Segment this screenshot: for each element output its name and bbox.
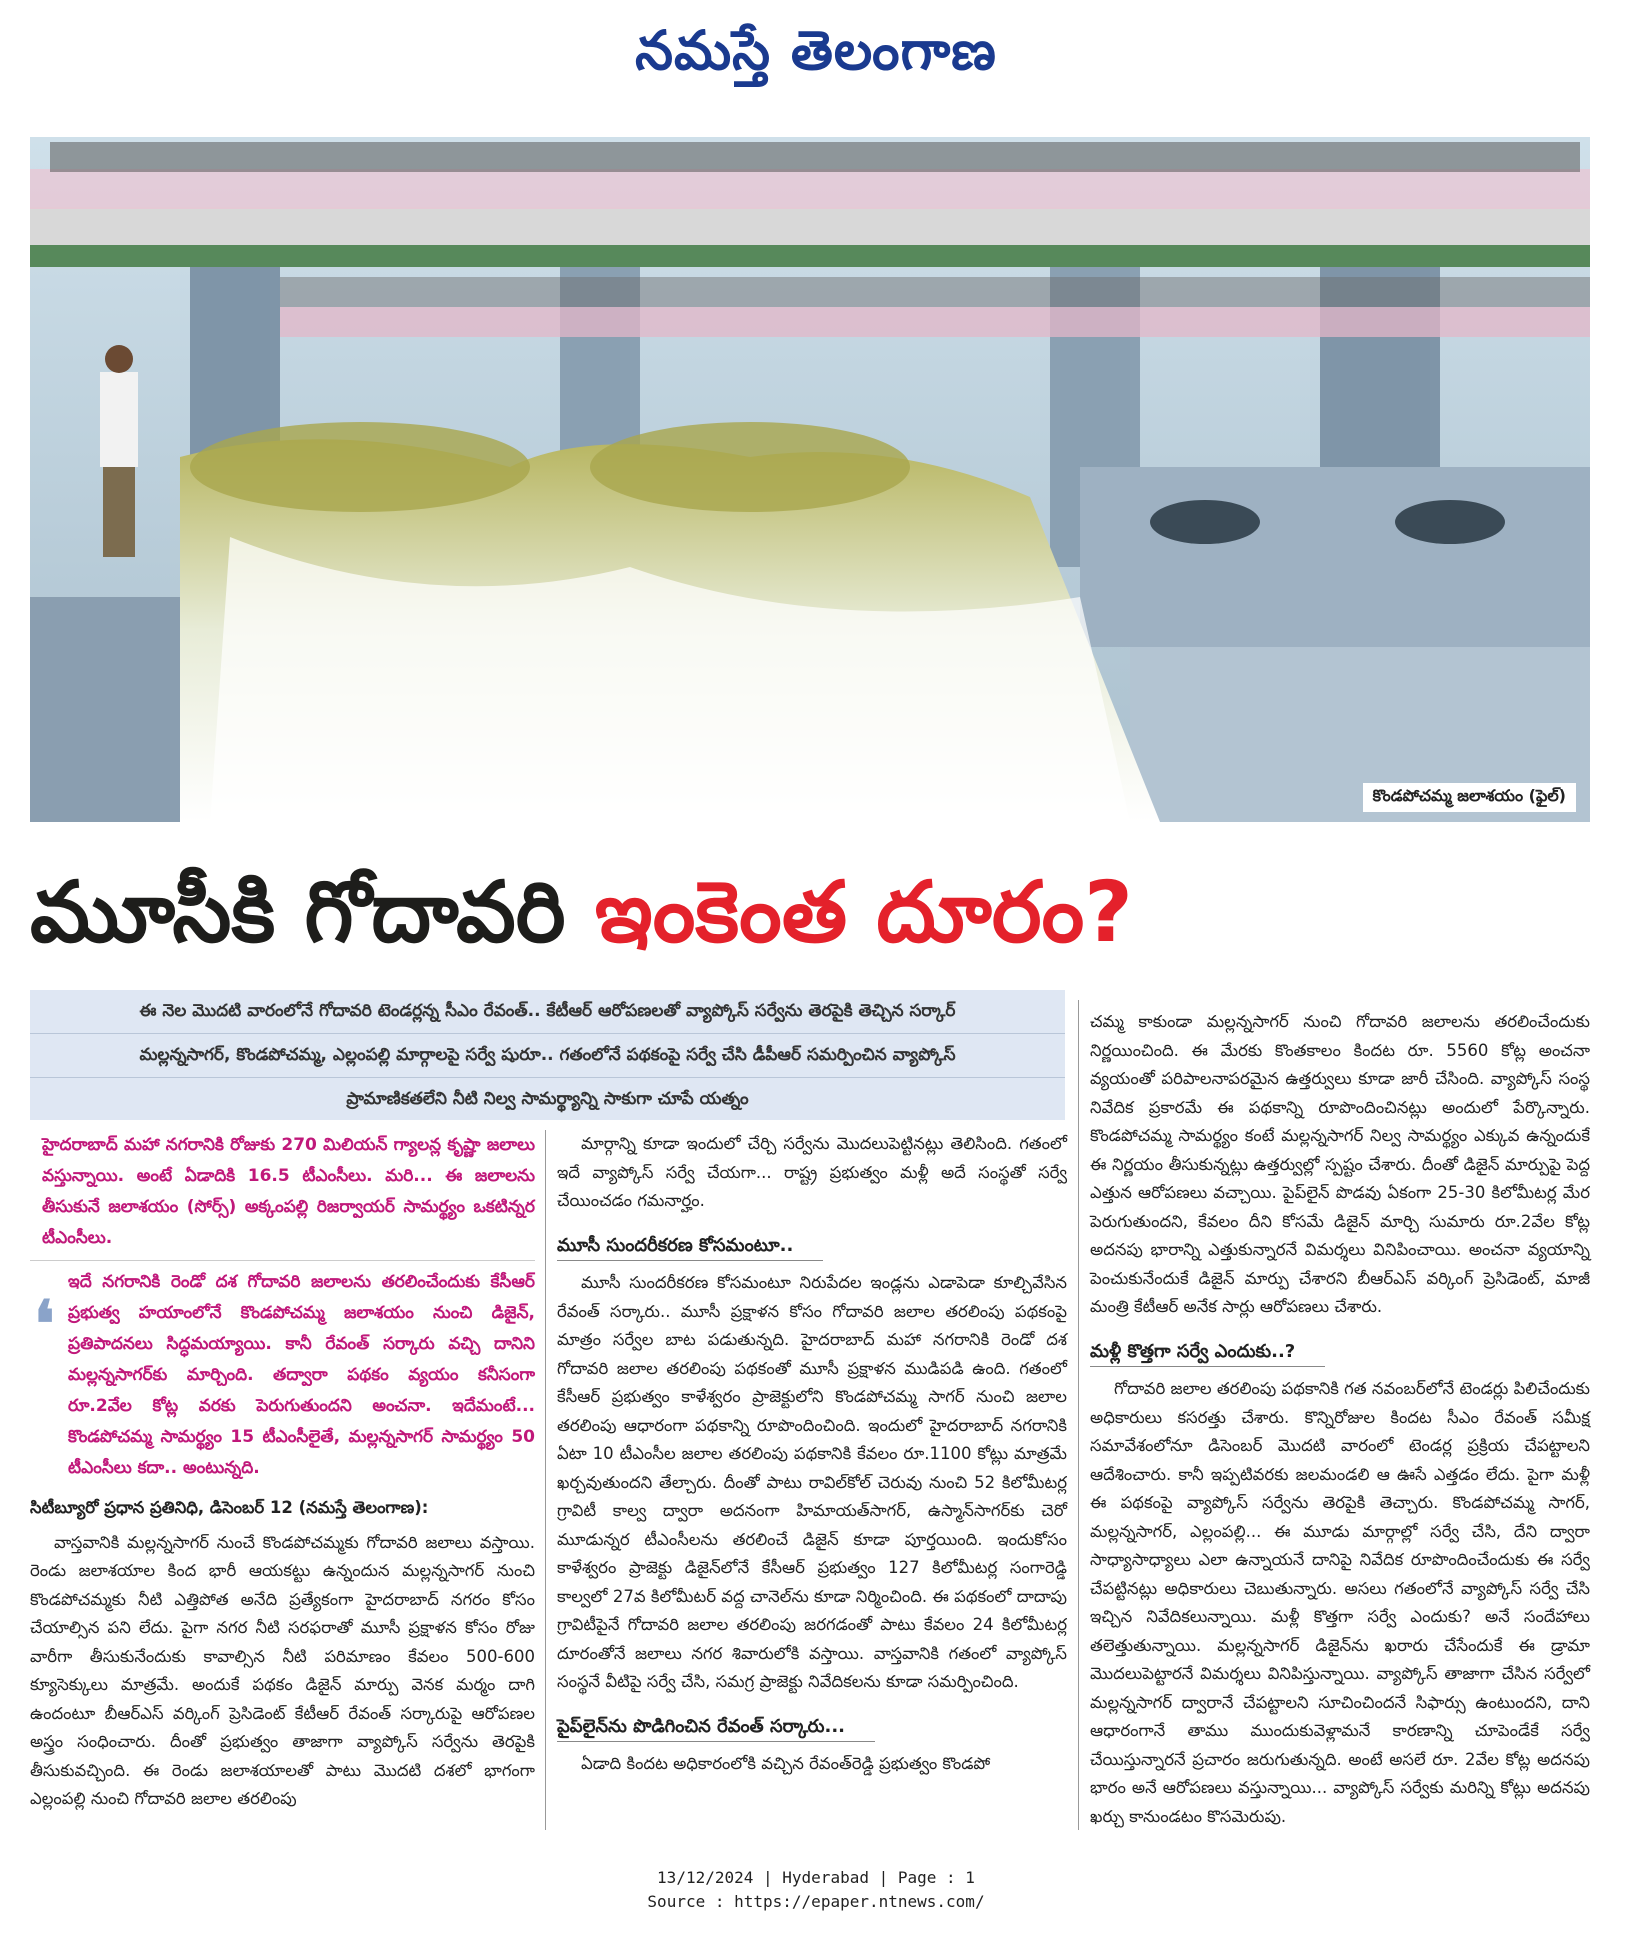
headline-part2: ఇంకెంత దూరం? bbox=[594, 863, 1133, 961]
footer-source: Source : https://epaper.ntnews.com/ bbox=[647, 1892, 985, 1911]
deck-line-2: మల్లన్నసాగర్, కొండపోచమ్మ, ఎల్లంపల్లి మార్గాలపై సర్వే షురూ.. గతంలోనే పథకంపై సర్వే చేసి డీపీఆర్ సమర్పించిన వ్యాప్కోస్ bbox=[30, 1034, 1065, 1078]
column-2 bbox=[557, 1130, 1067, 1785]
column-3 bbox=[1090, 1008, 1590, 1837]
column-1 bbox=[30, 1130, 535, 1820]
dam-photo bbox=[30, 137, 1590, 822]
deck-line-3: ప్రామాణికతలేని నీటి నిల్వ సామర్థ్యాన్ని సాకుగా చూపే యత్నం bbox=[346, 1089, 749, 1109]
pull-quote bbox=[30, 1260, 535, 1484]
body-paragraph: చమ్మ కాకుండా మల్లన్నసాగర్ నుంచి గోదావరి జలాలను తరలించేందుకు నిర్ణయించింది. ఈ మేరకు కొంతకాలం కిందట రూ. 5560 కోట్ల అంచనా వ్యయంతో పరిపాలనాపరమైన ఉత్తర్వులు కూడా జారీ చేసింది. వ్యాప్కోస్ సంస్థ నివేదిక ప్రకారమే ఈ పథకాన్ని రూపొందించినట్లు అందులో పేర్కొన్నారు. కొండపోచమ్మ సామర్థ్యం కంటే మల్లన్నసాగర్ నిల్వ సామర్థ్యం ఎక్కువ ఉన్నందుకే ఈ నిర్ణయం తీసుకున్నట్లు ఉత్తర్వుల్లో స్పష్టం చేశారు. దీంతో డిజైన్ మార్పుపై పెద్ద ఎత్తున ఆరోపణలు వచ్చాయి. పైప్‌లైన్ పొడవు ఏకంగా 25-30 కిలోమీటర్ల మేర పెరుగుతుందని, కేవలం దీని కోసమే డిజైన్ మార్చి సుమారు రూ.2వేల కోట్ల అదనపు భారాన్ని ఎత్తుకున్నారనే విమర్శలు వినిపించాయి. అంచనా వ్యయాన్ని పెంచుకునేందుకే డిజైన్ మార్పు చేశారని బీఆర్ఎస్ వర్కింగ్ ప్రెసిడెంట్, మాజీ మంత్రి కేటీఆర్ అనేక సార్లు ఆరోపణలు చేశారు. bbox=[1090, 1012, 1590, 1316]
pull-quote-text: ఇదే నగరానికి రెండో దశ గోదావరి జలాలను తరలించేందుకు కేసీఆర్ ప్రభుత్వ హయాంలోనే కొండపోచమ్మ జలాశయం నుంచి డిజైన్, ప్రతిపాదనలు సిద్ధమయ్యాయి. కానీ రేవంత్ సర్కారు వచ్చి దానిని మల్లన్నసాగర్‌కు మార్చింది. తద్వారా పథకం వ్యయం కనీసంగా రూ.2వేల కోట్ల వరకు పెరుగుతుందని అంచనా. ఇదేమంటే... కొండపోచమ్మ సామర్థ్యం 15 టీఎంసీలైతే, మల్లన్నసాగర్ సామర్థ్యం 50 టీఎంసీలు కదా.. అంటున్నది. bbox=[68, 1272, 535, 1478]
body-paragraph: ఏడాది కిందట అధికారంలోకి వచ్చిన రేవంత్‌రెడ్డి ప్రభుత్వం కొండపో bbox=[581, 1754, 991, 1773]
intro-text: హైదరాబాద్ మహా నగరానికి రోజుకు 270 మిలియన్ గ్యాలన్ల కృష్ణా జలాలు వస్తున్నాయి. అంటే ఏడాదికి 16.5 టీఎంసీలు. మరి... ఈ జలాలను తీసుకునే జలాశయం (సోర్స్) అక్కంపల్లి రిజర్వాయర్ సామర్థ్యం ఒకటిన్నర టీఎంసీలు. bbox=[42, 1135, 535, 1248]
headline-part1: మూసీకి గోదావరి bbox=[30, 863, 595, 961]
subheading: మూసీ సుందరీకరణ కోసమంటూ.. bbox=[557, 1232, 823, 1262]
column-divider bbox=[545, 1130, 546, 1830]
quote-mark-icon: ❛ bbox=[34, 1287, 55, 1362]
photo-caption: కొండపోచమ్మ జలాశయం (ఫైల్) bbox=[1363, 783, 1576, 812]
body-paragraph: వాస్తవానికి మల్లన్నసాగర్ నుంచే కొండపోచమ్మకు గోదావరి జలాలు వస్తాయి. రెండు జలాశయాల కింద భారీ ఆయకట్టు ఉన్నందున మల్లన్నసాగర్ నుంచి కొండపోచమ్మకు నీటి ఎత్తిపోత అనేది ప్రత్యేకంగా హైదరాబాద్ నగరం కోసం చేయాల్సిన పని లేదు. పైగా నగర నీటి సరఫరాతో మూసీ ప్రక్షాళన కోసం రోజు వారీగా తీసుకునేందుకు కావాల్సిన నీటి పరిమాణం కేవలం 500-600 క్యూసెక్కులు మాత్రమే. అందుకే పథకం డిజైన్ మార్పు వెనక మర్మం దాగి ఉందంటూ బీఆర్ఎస్ వర్కింగ్ ప్రెసిడెంట్ కేటీఆర్ రేవంత్ సర్కారుపై ఆరోపణల అస్త్రం సంధించారు. దీంతో ప్రభుత్వం తాజాగా వ్యాప్కోస్ సర్వేను తెరపైకి తీసుకువచ్చింది. ఈ రెండు జలాశయాలతో పాటు మొదటి దశలో భాగంగా ఎల్లంపల్లి నుంచి గోదావరి జలాల తరలింపు bbox=[30, 1532, 535, 1808]
masthead: నమస్తే తెలంగాణ bbox=[635, 18, 997, 82]
dateline: సిటీబ్యూరో ప్రధాన ప్రతినిధి, డిసెంబర్ 12 (నమస్తే తెలంగాణ): bbox=[30, 1498, 429, 1517]
headline bbox=[30, 852, 1590, 972]
subheading: మళ్లీ కొత్తగా సర్వే ఎందుకు..? bbox=[1090, 1338, 1325, 1368]
deck-line-1: ఈ నెల మొదటి వారంలోనే గోదావరి టెండర్లన్న సీఎం రేవంత్.. కేటీఆర్ ఆరోపణలతో వ్యాప్కోస్ సర్వేను తెరపైకి తెచ్చిన సర్కార్ bbox=[30, 990, 1065, 1034]
body-paragraph: మార్గాన్ని కూడా ఇందులో చేర్చి సర్వేను మొదలుపెట్టినట్లు తెలిసింది. గతంలో ఇదే వ్యాప్కోస్ సర్వే చేయగా... రాష్ట్ర ప్రభుత్వం మళ్లీ అదే సంస్థతో సర్వే చేయించడం గమనార్హం. bbox=[557, 1134, 1067, 1210]
column-divider bbox=[1078, 1000, 1079, 1830]
subheading: పైప్‌లైన్‌ను పొడిగించిన రేవంత్ సర్కారు... bbox=[557, 1713, 875, 1743]
deck bbox=[30, 990, 1065, 1120]
body-paragraph: గోదావరి జలాల తరలింపు పథకానికి గత నవంబర్‌లోనే టెండర్లు పిలిచేందుకు అధికారులు కసరత్తు చేశారు. కొన్నిరోజుల కిందట సీఎం రేవంత్ సమీక్ష సమావేశంలోనూ డిసెంబర్ మొదటి వారంలో టెండర్ల ప్రక్రియ చేపట్టాలని ఆదేశించారు. కానీ ఇప్పటివరకు జలమండలి ఆ ఊసే ఎత్తడం లేదు. పైగా మళ్లీ ఈ పథకంపై వ్యాప్కోస్ సర్వేను తెరపైకి తెచ్చారు. కొండపోచమ్మ సాగర్, మల్లన్నసాగర్, ఎల్లంపల్లి... ఈ మూడు మార్గాల్లో సర్వే చేసి, దేని ద్వారా సాధ్యాసాధ్యాలు ఎలా ఉన్నాయనే దానిపై నివేదిక రూపొందించేందుకు ఈ సర్వే చేపట్టినట్లు అధికారులు చెబుతున్నారు. అసలు గతంలోనే వ్యాప్కోస్ సర్వే చేసి ఇచ్చిన నివేదికలున్నాయి. మళ్లీ కొత్తగా సర్వే ఎందుకు? అనే సందేహాలు తలెత్తుతున్నాయి. మల్లన్నసాగర్ డిజైన్‌ను ఖరారు చేసేందుకే ఈ డ్రామా మొదలుపెట్టారనే విమర్శలు వినిపిస్తున్నాయి. వ్యాప్కోస్ తాజాగా చేసిన సర్వేలో మల్లన్నసాగర్ ద్వారానే చేపట్టాలని సూచించిందనే సిఫార్సు ఉంటుందని, దాని ఆధారంగానే తాము ముందుకువెళ్లామనే కారణాన్ని చూపెండేకే సర్వే చేయిస్తున్నారనే ప్రచారం జరుగుతున్నది. అంటే అసలే రూ. 2వేల కోట్ల అదనపు భారం అనే ఆరోపణలు వస్తున్నాయి... వ్యాప్కోస్ సర్వేకు మరిన్ని కోట్లు అదనపు ఖర్చు కానుండటం కొసమెరుపు. bbox=[1090, 1379, 1590, 1826]
body-paragraph: మూసీ సుందరీకరణ కోసమంటూ నిరుపేదల ఇండ్లను ఎడాపెడా కూల్చివేసిన రేవంత్ సర్కారు.. మూసీ ప్రక్షాళన కోసం గోదావరి జలాల తరలింపు పథకంపై మాత్రం సర్వేల బాట పడుతున్నది. హైదరాబాద్ మహా నగరానికి రెండో దశ గోదావరి జలాల తరలింపు పథకంతో మూసీ ప్రక్షాళన ముడిపడి ఉంది. గతంలో కేసీఆర్ ప్రభుత్వం కాళేశ్వరం ప్రాజెక్టులోని కొండపోచమ్మ సాగర్ నుంచి జలాల తరలింపు ఆధారంగా పథకాన్ని రూపొందించింది. ఇందులో హైదరాబాద్ నగరానికి ఏటా 10 టీఎంసీల జలాల తరలింపు పథకానికి కేవలం రూ.1100 కోట్లు మాత్రమే ఖర్చవుతుందని తేల్చారు. దీంతో పాటు రావిల్‌కోల్ చెరువు నుంచి 52 కిలోమీటర్ల గ్రావిటీ కాల్వ ద్వారా అదనంగా హిమాయత్‌సాగర్, ఉస్మాన్‌సాగర్‌కు చెరో మూడున్నర టీఎంసీలను తరలించే డిజైన్ కూడా పూర్తయింది. ఇందుకోసం కాళేశ్వరం ప్రాజెక్టు డిజైన్‌లోనే కేసీఆర్ ప్రభుత్వం 127 కిలోమీటర్ల సంగారెడ్డి కాల్వలో 27వ కిలోమీటర్ వద్ద చానెల్‌ను కూడా నిర్మించింది. ఈ పథకంలో దాదాపు గ్రావిటీపైనే గోదావరి జలాల తరలింపు జరగడంతో పాటు కేవలం 24 కిలోమీటర్ల దూరంతోనే జలాలు నగర శివారులోకి వస్తాయి. వాస్తవానికి గతంలో వ్యాప్కోస్ సంస్థనే వీటిపై సర్వే చేసి, సమగ్ర ప్రాజెక్టు నివేదికలను కూడా సమర్పించింది. bbox=[557, 1273, 1067, 1691]
footer-info: 13/12/2024 | Hyderabad | Page : 1 bbox=[657, 1868, 975, 1887]
